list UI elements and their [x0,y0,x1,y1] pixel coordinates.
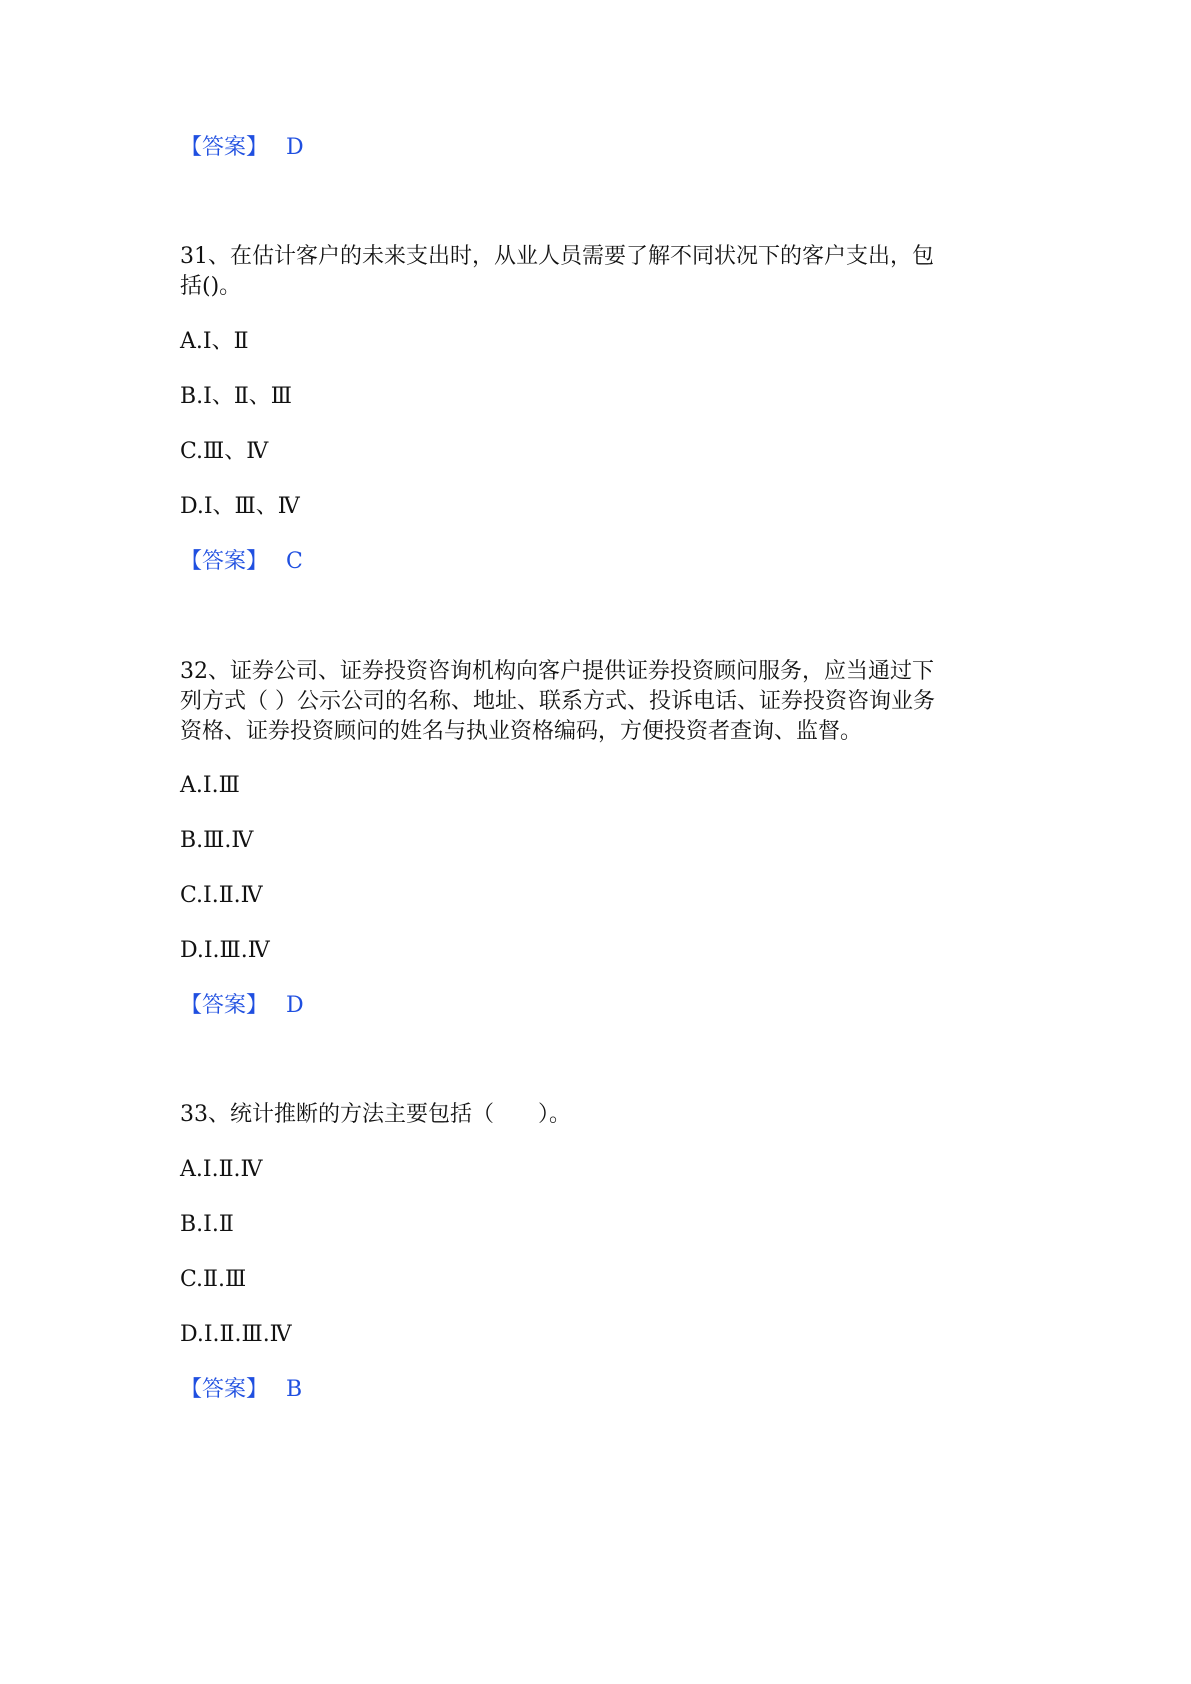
question-32-option-b: B.Ⅲ.Ⅳ [180,828,254,853]
question-31-option-b: B.Ⅰ、Ⅱ、Ⅲ [180,384,293,409]
question-32-option-a: A.Ⅰ.Ⅲ [180,773,240,798]
question-31-answer [180,546,303,577]
question-33-option-d: D.Ⅰ.Ⅱ.Ⅲ.Ⅳ [180,1322,292,1347]
question-32-option-d: D.Ⅰ.Ⅲ.Ⅳ [180,938,270,963]
answer-value: C [286,549,303,574]
answer-label: 【答案】 [180,1377,269,1402]
question-31-option-d: D.Ⅰ、Ⅲ、Ⅳ [180,494,300,519]
question-33-option-c: C.Ⅱ.Ⅲ [180,1267,247,1292]
question-31-option-c: C.Ⅲ、Ⅳ [180,439,269,464]
question-32-stem-line-3: 资格、证券投资顾问的姓名与执业资格编码，方便投资者查询、监督。 [180,719,863,744]
question-33-option-b: B.Ⅰ.Ⅱ [180,1212,234,1237]
answer-value: B [286,1377,303,1402]
answer-label: 【答案】 [180,549,269,574]
question-32-option-c: C.Ⅰ.Ⅱ.Ⅳ [180,883,263,908]
question-31-stem-line-1: 31、在估计客户的未来支出时，从业人员需要了解不同状况下的客户支出，包 [180,244,934,269]
answer-line [180,132,304,163]
answer-value: D [286,993,304,1018]
question-31-stem-line-2: 括()。 [180,274,242,299]
question-33-option-a: A.Ⅰ.Ⅱ.Ⅳ [180,1157,263,1182]
question-33-stem-line-1: 33、统计推断的方法主要包括（ ）。 [180,1102,571,1127]
answer-label: 【答案】 [180,135,269,160]
answer-value: D [286,135,304,160]
question-32-stem-line-1: 32、证券公司、证券投资咨询机构向客户提供证券投资顾问服务，应当通过下 [180,659,934,684]
question-32-stem-line-2: 列方式（ ）公示公司的名称、地址、联系方式、投诉电话、证券投资咨询业务 [180,689,935,714]
question-32-answer [180,990,304,1021]
question-31-option-a: A.Ⅰ、Ⅱ [180,329,249,354]
question-33-answer [180,1374,302,1405]
answer-label: 【答案】 [180,993,269,1018]
